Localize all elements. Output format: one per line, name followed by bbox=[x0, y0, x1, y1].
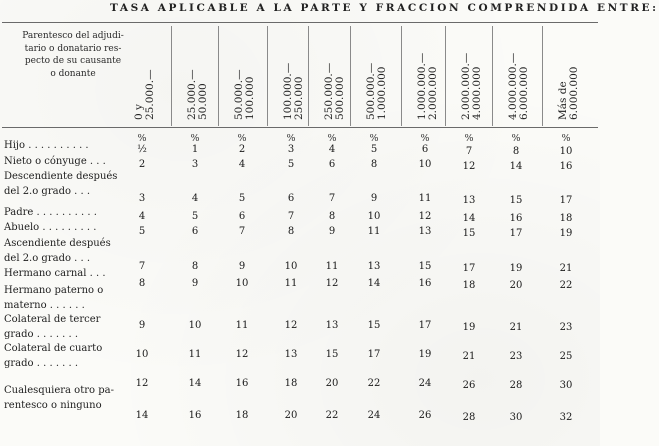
column-divider bbox=[308, 26, 309, 126]
rate-cell: 7 bbox=[238, 226, 246, 237]
rate-cell: 15 bbox=[418, 261, 432, 272]
rate-cell: 22 bbox=[559, 280, 573, 291]
rate-cell: 7 bbox=[138, 261, 146, 272]
rate-cell: 13 bbox=[284, 349, 298, 360]
rate-cell: 17 bbox=[509, 228, 523, 239]
rate-cell: 14 bbox=[367, 278, 381, 289]
rate-cell: 23 bbox=[559, 322, 573, 333]
rate-cell: 14 bbox=[135, 410, 149, 421]
rate-cell: 3 bbox=[287, 144, 295, 155]
rate-cell: 6 bbox=[328, 159, 336, 170]
rate-cell: 11 bbox=[188, 349, 202, 360]
relationship-label-line: Colateral de cuarto bbox=[4, 343, 103, 354]
percent-mark: % bbox=[286, 133, 296, 144]
relationship-label-line: Nieto o cónyuge . . . bbox=[4, 156, 106, 167]
percent-mark: % bbox=[420, 133, 430, 144]
column-divider bbox=[350, 26, 351, 126]
rate-cell: 17 bbox=[367, 349, 381, 360]
rate-cell: 16 bbox=[418, 278, 432, 289]
header-label-line: o donante bbox=[50, 68, 96, 79]
header-label-line: pecto de su causante bbox=[24, 56, 122, 67]
column-divider bbox=[492, 26, 493, 126]
rate-cell: 3 bbox=[191, 159, 199, 170]
bracket-header-9 bbox=[558, 67, 580, 120]
rate-cell: 6 bbox=[287, 193, 295, 204]
rate-cell: 19 bbox=[418, 349, 432, 360]
rate-cell: 8 bbox=[191, 261, 199, 272]
rate-cell: 26 bbox=[462, 380, 476, 391]
rate-cell: 10 bbox=[418, 159, 432, 170]
relationship-label-line: grado . . . . . . . bbox=[4, 329, 79, 340]
bracket-header-2 bbox=[234, 69, 256, 120]
bracket-header-line: Más de bbox=[557, 81, 569, 120]
column-divider bbox=[401, 26, 402, 126]
rate-cell: 12 bbox=[462, 161, 476, 172]
bracket-header-line: 2.000.000.— bbox=[460, 52, 472, 120]
bracket-header-line: 25.000.— bbox=[186, 69, 198, 120]
rate-cell: 26 bbox=[418, 410, 432, 421]
rate-cell: 11 bbox=[284, 278, 298, 289]
rate-cell: 9 bbox=[370, 193, 378, 204]
rate-cell: 7 bbox=[465, 146, 473, 157]
relationship-label bbox=[4, 138, 89, 153]
rate-cell: 15 bbox=[325, 349, 339, 360]
bracket-header-6 bbox=[417, 53, 439, 120]
column-divider bbox=[267, 26, 268, 126]
rate-cell: 13 bbox=[418, 226, 432, 237]
bracket-header-line: 50.000 bbox=[197, 83, 209, 120]
rate-cell: 12 bbox=[325, 278, 339, 289]
rate-cell: 5 bbox=[370, 144, 378, 155]
rate-cell: 8 bbox=[370, 159, 378, 170]
relationship-label-line: Descendiente después bbox=[4, 171, 118, 182]
bracket-header-line: 0 y bbox=[133, 104, 145, 120]
relationship-label-line: Abuelo . . . . . . . . . bbox=[4, 222, 97, 233]
relationship-label-line: rentesco o ninguno bbox=[4, 400, 102, 411]
bracket-header-7 bbox=[461, 53, 483, 120]
rate-cell: 18 bbox=[284, 378, 298, 389]
rate-cell: 17 bbox=[559, 195, 573, 206]
rate-cell: 15 bbox=[367, 320, 381, 331]
relationship-column-header bbox=[10, 30, 136, 80]
column-divider bbox=[171, 26, 172, 126]
rate-cell: 24 bbox=[367, 410, 381, 421]
rate-cell: 10 bbox=[559, 146, 573, 157]
rate-cell: 12 bbox=[235, 349, 249, 360]
rate-cell: 28 bbox=[462, 412, 476, 423]
rate-cell: 18 bbox=[235, 410, 249, 421]
relationship-label bbox=[4, 220, 96, 235]
rate-cell: ½ bbox=[137, 144, 147, 155]
rate-cell: 12 bbox=[284, 320, 298, 331]
rate-cell: 20 bbox=[284, 410, 298, 421]
rate-cell: 11 bbox=[367, 226, 381, 237]
rate-cell: 20 bbox=[325, 378, 339, 389]
rate-cell: 11 bbox=[235, 320, 249, 331]
rate-cell: 13 bbox=[367, 261, 381, 272]
bracket-header-line: 500.000.— bbox=[365, 62, 377, 120]
relationship-label-line: materno . . . . . . bbox=[4, 300, 85, 311]
relationship-label bbox=[4, 341, 102, 371]
relationship-label-line: Hermano paterno o bbox=[4, 285, 104, 296]
relationship-label-line: Colateral de tercer bbox=[4, 314, 101, 325]
rate-cell: 16 bbox=[559, 161, 573, 172]
column-divider bbox=[445, 26, 446, 126]
rate-cell: 30 bbox=[509, 412, 523, 423]
bracket-header-line: 250.000 bbox=[293, 76, 305, 120]
column-divider bbox=[218, 26, 219, 126]
relationship-label-line: Hermano carnal . . . bbox=[4, 268, 106, 279]
percent-mark: % bbox=[137, 133, 147, 144]
rate-cell: 30 bbox=[559, 380, 573, 391]
rate-cell: 5 bbox=[238, 193, 246, 204]
relationship-label bbox=[4, 205, 97, 220]
rate-cell: 1 bbox=[191, 144, 199, 155]
rate-cell: 10 bbox=[284, 261, 298, 272]
rate-cell: 17 bbox=[418, 320, 432, 331]
relationship-label-line: Padre . . . . . . . . . . bbox=[4, 207, 97, 218]
rate-cell: 8 bbox=[328, 211, 336, 222]
rate-cell: 14 bbox=[188, 378, 202, 389]
rate-cell: 11 bbox=[418, 193, 432, 204]
rate-cell: 5 bbox=[191, 211, 199, 222]
percent-mark: % bbox=[237, 133, 247, 144]
bracket-header-line: 4.000.000.— bbox=[507, 52, 519, 120]
top-rule bbox=[2, 22, 598, 23]
bracket-header-line: 100.000.— bbox=[282, 62, 294, 120]
percent-mark: % bbox=[561, 133, 571, 144]
rate-cell: 6 bbox=[191, 226, 199, 237]
relationship-label-line: Ascendiente después bbox=[4, 238, 111, 249]
rate-cell: 11 bbox=[325, 261, 339, 272]
rate-cell: 20 bbox=[509, 280, 523, 291]
rate-cell: 22 bbox=[367, 378, 381, 389]
rate-cell: 16 bbox=[235, 378, 249, 389]
rate-cell: 10 bbox=[367, 211, 381, 222]
rate-cell: 6 bbox=[238, 211, 246, 222]
rate-cell: 12 bbox=[418, 211, 432, 222]
rate-cell: 14 bbox=[509, 161, 523, 172]
rate-cell: 10 bbox=[235, 278, 249, 289]
header-label-line: Parentesco del adjudi- bbox=[22, 31, 124, 41]
bracket-header-0 bbox=[134, 69, 156, 120]
relationship-label bbox=[4, 154, 106, 169]
rate-cell: 4 bbox=[328, 144, 336, 155]
rate-cell: 16 bbox=[509, 213, 523, 224]
relationship-label-line: Hijo . . . . . . . . . . bbox=[4, 140, 89, 151]
table-title: TASA APLICABLE A LA PARTE Y FRACCION COMPRENDIDA ENTRE: bbox=[110, 2, 659, 14]
rate-cell: 8 bbox=[287, 226, 295, 237]
rate-cell: 22 bbox=[325, 410, 339, 421]
relationship-label bbox=[4, 266, 106, 281]
rate-cell: 7 bbox=[287, 211, 295, 222]
rate-cell: 9 bbox=[328, 226, 336, 237]
bracket-header-line: 50.000.— bbox=[233, 69, 245, 120]
bracket-header-3 bbox=[283, 63, 305, 120]
relationship-label bbox=[4, 236, 111, 266]
rate-cell: 18 bbox=[462, 280, 476, 291]
rate-cell: 10 bbox=[188, 320, 202, 331]
rate-cell: 28 bbox=[509, 380, 523, 391]
rate-cell: 18 bbox=[559, 213, 573, 224]
rate-cell: 9 bbox=[138, 320, 146, 331]
percent-mark: % bbox=[327, 133, 337, 144]
bracket-header-8 bbox=[508, 53, 530, 120]
rate-cell: 13 bbox=[462, 195, 476, 206]
rate-cell: 4 bbox=[238, 159, 246, 170]
rate-cell: 32 bbox=[559, 412, 573, 423]
rate-cell: 9 bbox=[238, 261, 246, 272]
rate-cell: 6 bbox=[421, 144, 429, 155]
percent-mark: % bbox=[369, 133, 379, 144]
column-divider bbox=[542, 26, 543, 126]
rate-cell: 12 bbox=[135, 378, 149, 389]
relationship-label-line: grado . . . . . . . bbox=[4, 358, 79, 369]
rate-cell: 4 bbox=[138, 211, 146, 222]
percent-mark: % bbox=[511, 133, 521, 144]
percent-mark: % bbox=[190, 133, 200, 144]
bracket-header-line: 1.000.000.— bbox=[416, 52, 428, 120]
rate-cell: 10 bbox=[135, 349, 149, 360]
bracket-header-line: 2.000.000 bbox=[427, 66, 439, 120]
rate-cell: 15 bbox=[462, 228, 476, 239]
rate-cell: 5 bbox=[287, 159, 295, 170]
rate-cell: 14 bbox=[462, 213, 476, 224]
rate-cell: 19 bbox=[462, 322, 476, 333]
rate-cell: 2 bbox=[138, 159, 146, 170]
relationship-label-line: del 2.o grado . . . bbox=[4, 253, 91, 264]
relationship-label bbox=[4, 283, 103, 313]
rate-cell: 24 bbox=[418, 378, 432, 389]
bracket-header-4 bbox=[324, 63, 346, 120]
bracket-header-line: 6.000.000 bbox=[568, 66, 580, 120]
rate-cell: 9 bbox=[191, 278, 199, 289]
rate-cell: 8 bbox=[138, 278, 146, 289]
rate-cell: 25 bbox=[559, 351, 573, 362]
relationship-label bbox=[4, 383, 114, 413]
relationship-label-line: Cualesquiera otro pa- bbox=[4, 385, 114, 396]
relationship-label bbox=[4, 312, 100, 342]
rate-cell: 4 bbox=[191, 193, 199, 204]
bracket-header-line: 250.000.— bbox=[323, 62, 335, 120]
rate-cell: 21 bbox=[509, 322, 523, 333]
rate-cell: 21 bbox=[462, 351, 476, 362]
rate-cell: 2 bbox=[238, 144, 246, 155]
header-label-line: tario o donatario res- bbox=[24, 43, 122, 54]
rate-cell: 13 bbox=[325, 320, 339, 331]
rate-cell: 16 bbox=[188, 410, 202, 421]
rate-cell: 19 bbox=[509, 263, 523, 274]
rate-cell: 7 bbox=[328, 193, 336, 204]
bracket-header-line: 1.000.000 bbox=[376, 66, 388, 120]
bracket-header-line: 4.000.000 bbox=[471, 66, 483, 120]
rate-cell: 8 bbox=[512, 146, 520, 157]
rate-cell: 15 bbox=[509, 195, 523, 206]
bracket-header-5 bbox=[366, 63, 388, 120]
bracket-header-line: 6.000.000 bbox=[518, 66, 530, 120]
relationship-label-line: del 2.o grado . . . bbox=[4, 186, 91, 197]
rate-cell: 17 bbox=[462, 263, 476, 274]
bracket-header-1 bbox=[187, 69, 209, 120]
percent-mark: % bbox=[464, 133, 474, 144]
rate-cell: 3 bbox=[138, 193, 146, 204]
rate-cell: 21 bbox=[559, 263, 573, 274]
header-rule bbox=[2, 127, 598, 128]
bracket-header-line: 25.000.— bbox=[144, 69, 156, 120]
rate-cell: 5 bbox=[138, 226, 146, 237]
rate-cell: 23 bbox=[509, 351, 523, 362]
relationship-label bbox=[4, 169, 117, 199]
rate-cell: 19 bbox=[559, 228, 573, 239]
bracket-header-line: 100.000 bbox=[244, 76, 256, 120]
bracket-header-line: 500.000 bbox=[334, 76, 346, 120]
